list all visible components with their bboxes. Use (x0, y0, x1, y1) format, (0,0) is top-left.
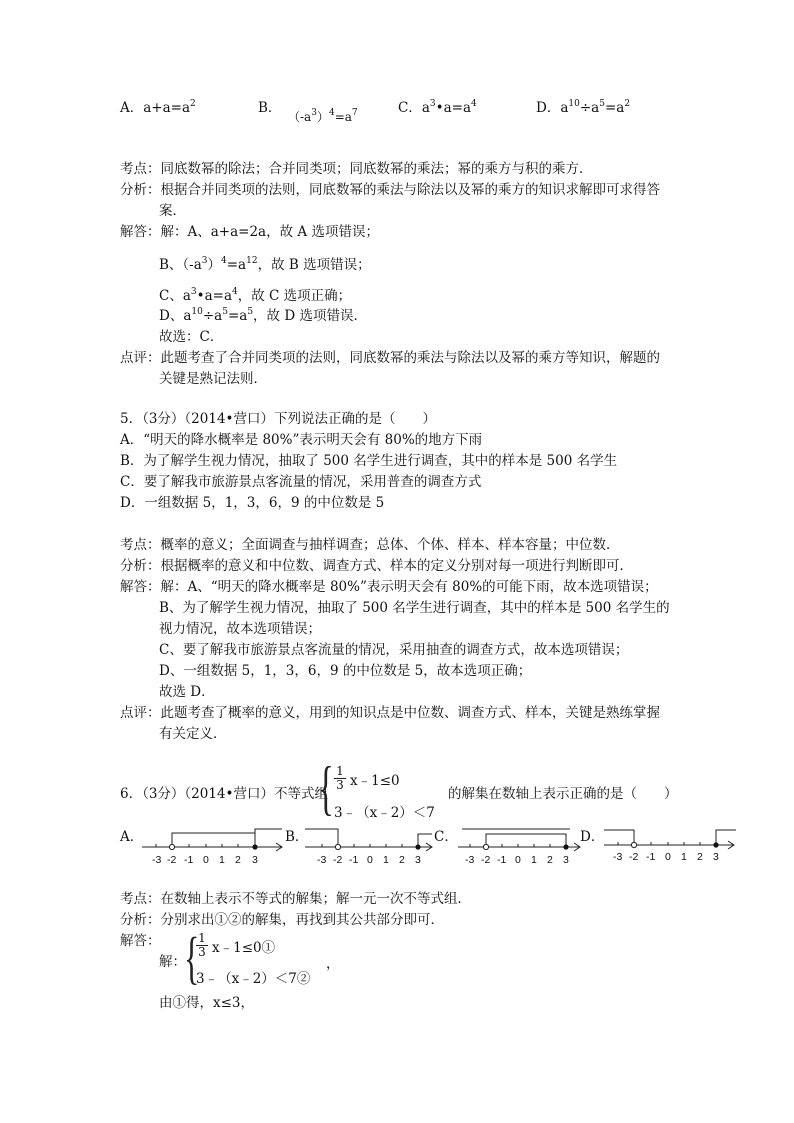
q6-solution-fraction: $\frac{1}{3}$ (196, 932, 208, 959)
q4-dianping: 点评：此题考查了合并同类项的法则，同底数幂的乘法与除法以及幂的乘方等知识，解题的 (120, 350, 660, 366)
tick: 3 (713, 851, 719, 863)
tick: -2 (167, 854, 177, 866)
q6-brace: { (318, 755, 334, 821)
q6-solution-brace: { (184, 925, 200, 990)
q6-title-pre: 6．（3分）（2014•营口）不等式组 (120, 786, 328, 802)
ticks-b (317, 854, 421, 866)
tick: 2 (547, 854, 553, 866)
q4-jieda: 解答：解：A、a+a=2a，故 A 选项错误； (120, 224, 379, 240)
tick: -1 (349, 854, 359, 866)
q4-option-c: C．$a^3•a=a^4$ (398, 99, 477, 116)
q6-label-d: D． (580, 829, 605, 845)
q6-ineq2: 3﹣（x﹣2）＜7 (334, 805, 435, 821)
ticks-a (152, 854, 258, 866)
solid-dot-b (415, 844, 420, 849)
number-line-b (305, 829, 432, 866)
tick: 3 (252, 854, 258, 866)
q6-fenxi: 分析：分别求出①②的解集，再找到其公共部分即可． (120, 912, 444, 928)
q6-fraction: $\frac{1}{3}$ (334, 765, 346, 792)
tick: -3 (317, 854, 327, 866)
tick: 2 (399, 854, 405, 866)
q6-comma: ， (326, 956, 340, 972)
q6-number-lines (0, 820, 794, 880)
tick: -2 (333, 854, 343, 866)
q6-kaodian: 考点：在数轴上表示不等式的解集；解一元一次不等式组． (120, 891, 471, 907)
q6-ineq1: x﹣1≤0 (350, 773, 400, 789)
tick: -2 (481, 854, 491, 866)
q5-fenxi: 分析：根据概率的意义和中位数、调查方式、样本的定义分别对每一项进行判断即可． (120, 558, 633, 574)
ticks-c (465, 854, 569, 866)
q6-label-a: A． (120, 829, 144, 845)
number-line-c (458, 829, 580, 866)
q4-jieda-b: B、$(-a^3)^4=a^{12}$，故 B 选项错误； (159, 256, 371, 273)
tick: 2 (235, 854, 241, 866)
q5-option-c: C．要了解我市旅游景点客流量的情况，采用普查的调查方式 (120, 474, 482, 490)
open-dot-b (335, 844, 340, 849)
q4-guxuan: 故选：C． (159, 329, 224, 345)
q6-jie: 解： (159, 954, 186, 970)
tick: -1 (646, 851, 656, 863)
open-dot-a (169, 844, 174, 849)
q4-dianping-cont: 关键是熟记法则． (159, 371, 267, 387)
q5-jieda-4: C、要了解我市旅游景点客流量的情况，采用抽查的调查方式，故本选项错误； (159, 642, 629, 658)
q6-jieda-label: 解答： (120, 933, 161, 949)
tick: 1 (531, 854, 537, 866)
q5-title: 5．（3分）（2014•营口）下列说法正确的是（ ） (120, 411, 436, 427)
q4-option-b-letter: B． (258, 100, 282, 116)
tick: 1 (383, 854, 389, 866)
q6-label-b: B． (285, 829, 309, 845)
tick: 1 (219, 854, 225, 866)
q5-jieda-6: 故选 D． (159, 684, 215, 700)
q4-fenxi: 分析：根据合并同类项的法则，同底数幂的乘法与除法以及幂的乘方的知识求解即可求得答 (120, 182, 660, 198)
tick: 0 (665, 851, 671, 863)
q5-option-b: B．为了解学生视力情况，抽取了 500 名学生进行调查，其中的样本是 500 名学生 (120, 453, 618, 469)
ticks-d (613, 851, 719, 863)
q5-option-a: A．“明天的降水概率是 80%”表示明天会有 80%的地方下雨 (120, 432, 483, 448)
q6-title-post: 的解集在数轴上表示正确的是（ ） (448, 786, 678, 802)
tick: 2 (697, 851, 703, 863)
q4-option-d: D．$a^{10}\div a^5=a^2$ (536, 99, 631, 116)
q6-sol-ineq2: 3﹣（x﹣2）＜7② (196, 971, 311, 987)
q4-fenxi-cont: 案． (159, 203, 186, 219)
q5-option-d: D．一组数据 5，1，3，6，9 的中位数是 5 (120, 495, 385, 511)
solid-dot-c (563, 844, 568, 849)
q5-jieda-3: 视力情况，故本选项错误； (159, 621, 321, 637)
tick: -1 (497, 854, 507, 866)
q5-kaodian: 考点：概率的意义；全面调查与抽样调查；总体、个体、样本、样本容量；中位数． (120, 537, 620, 553)
tick: -3 (613, 851, 623, 863)
solid-dot-a (252, 844, 257, 849)
solid-dot-d (713, 842, 718, 847)
tick: -3 (152, 854, 162, 866)
q5-jieda: 解答：解：A、“明天的降水概率是 80%”表示明天会有 80%的可能下雨，故本选项错误； (120, 579, 658, 595)
open-dot-c (483, 844, 488, 849)
tick: 3 (415, 854, 421, 866)
tick: 0 (203, 854, 209, 866)
tick: 1 (681, 851, 687, 863)
q5-jieda-2: B、为了解学生视力情况，抽取了 500 名学生进行调查，其中的样本是 500 名学生的 (159, 600, 670, 616)
open-dot-d (631, 842, 636, 847)
tick: -2 (629, 851, 639, 863)
tick: -1 (184, 854, 194, 866)
q4-kaodian: 考点：同底数幂的除法；合并同类项；同底数幂的乘法；幂的乘方与积的乘方． (120, 161, 593, 177)
q4-jieda-d: D、$a^{10}\div a^5=a^5$，故 D 选项错误． (159, 307, 367, 324)
tick: 3 (563, 854, 569, 866)
q6-you: 由①得，x≤3， (159, 995, 255, 1011)
q6-label-c: C． (434, 829, 458, 845)
tick: 0 (515, 854, 521, 866)
q4-option-b: $(-a^3)^4=a^7$ (288, 108, 358, 124)
q5-jieda-5: D、一组数据 5，1，3，6，9 的中位数是 5，故本选项正确； (159, 663, 532, 679)
q6-sol-ineq1: x﹣1≤0① (212, 940, 276, 956)
q5-dianping-cont: 有关定义． (159, 726, 227, 742)
q4-jieda-c: C、$a^3•a=a^4$，故 C 选项正确； (159, 287, 352, 304)
tick: 0 (367, 854, 373, 866)
tick: -3 (465, 854, 475, 866)
q5-dianping: 点评：此题考查了概率的意义，用到的知识点是中位数、调查方式、样本，关键是熟练掌握 (120, 705, 660, 721)
number-line-d (604, 830, 736, 863)
number-line-a (142, 829, 282, 866)
q4-option-a: A．$a+a=a^2$ (120, 99, 196, 116)
